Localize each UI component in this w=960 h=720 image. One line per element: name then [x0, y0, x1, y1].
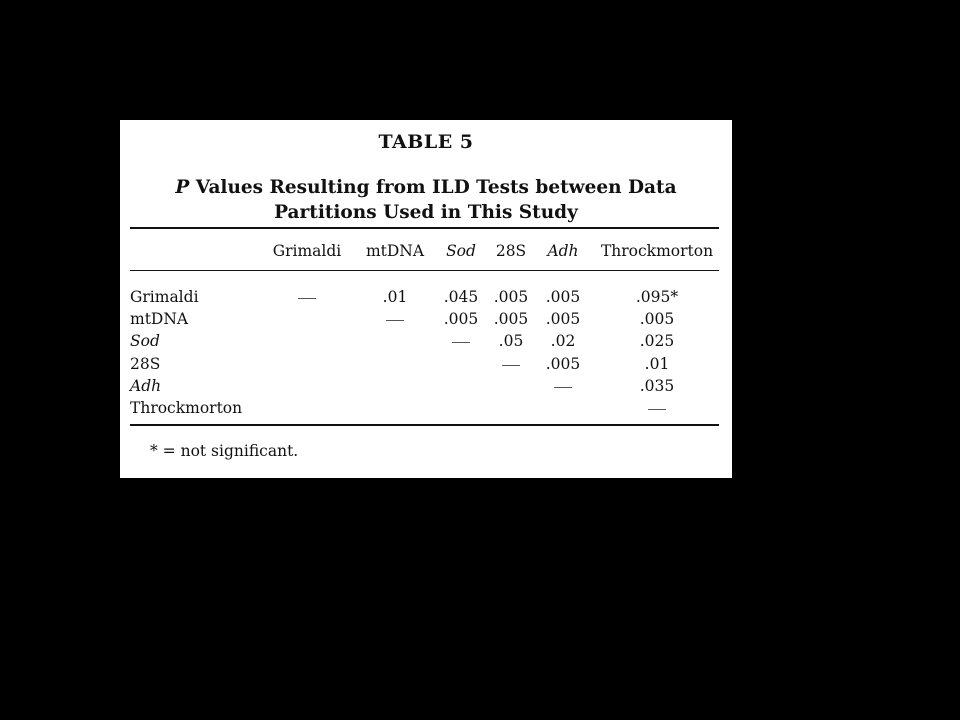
- column-header-grimaldi: Grimaldi: [272, 242, 342, 260]
- table-cell: .05: [498, 332, 524, 350]
- table-cell-diagonal-dash: [648, 399, 666, 417]
- table-title-p-variable: P: [175, 177, 190, 198]
- row-label-mtdna: mtDNA: [130, 310, 189, 328]
- table-cell: .005: [545, 288, 581, 306]
- dash-mark: [452, 342, 470, 343]
- dash-mark: [298, 298, 316, 299]
- table-label: TABLE 5: [378, 131, 474, 153]
- dash-mark: [554, 387, 572, 388]
- row-label-sod: Sod: [130, 332, 160, 350]
- column-header-mtdna: mtDNA: [365, 242, 425, 260]
- row-label-throckmorton: Throckmorton: [130, 399, 243, 417]
- table-cell: .025: [639, 332, 675, 350]
- dash-mark: [386, 320, 404, 321]
- table-cell: .02: [550, 332, 576, 350]
- row-label-28s: 28S: [130, 355, 161, 373]
- table-cell: .005: [493, 288, 529, 306]
- row-label-adh: Adh: [130, 377, 162, 395]
- dash-mark: [502, 365, 520, 366]
- table-cell: .005: [493, 310, 529, 328]
- table-footnote: * = not significant.: [150, 442, 299, 460]
- table-header-rule: [130, 270, 719, 271]
- table-cell-diagonal-dash: [554, 377, 572, 395]
- table-bottom-rule: [130, 424, 719, 426]
- table-cell: .095*: [635, 288, 679, 306]
- table-cell-diagonal-dash: [452, 332, 470, 350]
- table-title: [120, 175, 732, 225]
- table-title-line2: Partitions Used in This Study: [274, 202, 578, 223]
- table-cell-diagonal-dash: [298, 288, 316, 306]
- table-card: [120, 120, 732, 478]
- table-top-rule: [130, 227, 719, 229]
- column-header-28s: 28S: [495, 242, 527, 260]
- table-title-line1: Values Resulting from ILD Tests between Data: [189, 177, 677, 198]
- column-header-sod: Sod: [446, 242, 476, 260]
- table-cell-diagonal-dash: [502, 355, 520, 373]
- table-cell: .005: [443, 310, 479, 328]
- column-header-adh: Adh: [547, 242, 579, 260]
- table-cell: .005: [545, 355, 581, 373]
- table-cell: .045: [443, 288, 479, 306]
- column-header-throckmorton: Throckmorton: [600, 242, 714, 260]
- row-label-grimaldi: Grimaldi: [130, 288, 199, 306]
- table-cell: .01: [644, 355, 670, 373]
- table-cell: .01: [382, 288, 408, 306]
- table-cell: .005: [639, 310, 675, 328]
- table-cell-diagonal-dash: [386, 310, 404, 328]
- dash-mark: [648, 409, 666, 410]
- table-cell: .005: [545, 310, 581, 328]
- table-cell: .035: [639, 377, 675, 395]
